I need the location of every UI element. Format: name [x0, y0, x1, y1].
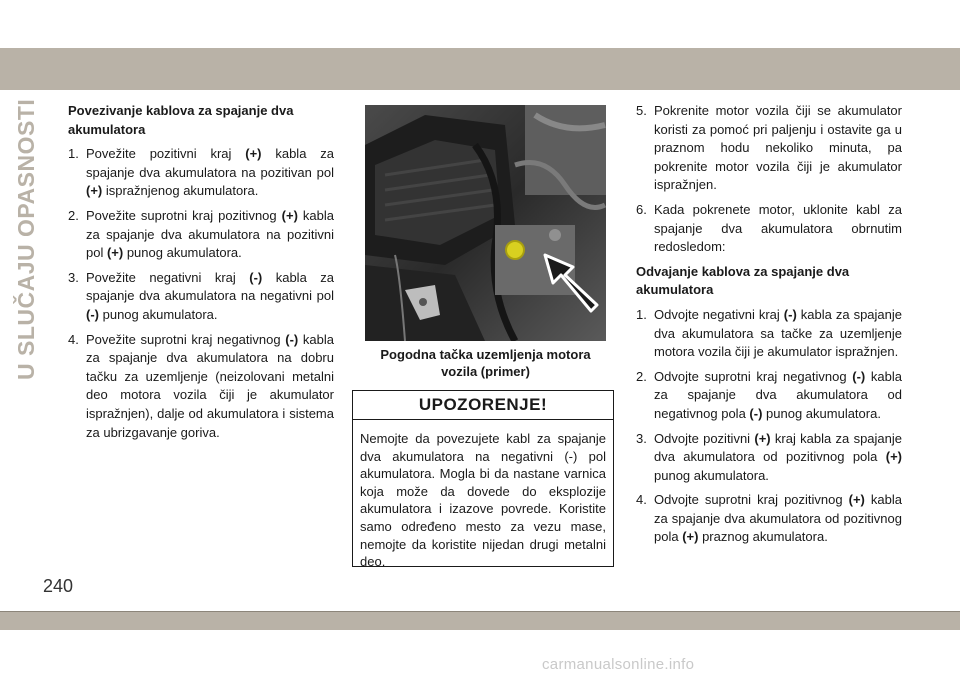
warning-title: UPOZORENJE!	[353, 391, 613, 420]
step-text: Odvojte suprotni kraj negativnog (-) kabla za spajanje dva akumulatora od negativnog pola (-) punog akumulatora.	[654, 368, 902, 421]
step-text: Pokrenite motor vozila čiji se akumulator koristi za pomoć pri paljenju i ostavite ga u praznom hodu nekoliko minuta, pa pokrenite motor vozila čiji je akumulator ispražnjen.	[654, 103, 902, 193]
start-step	[636, 102, 902, 195]
warning-text: Nemojte da povezujete kabl za spajanje dva akumulatora na negativni (-) pol akumulatora. Mogla bi da nastane varnica koja može da dovede do eksplozije akumulatora i izazove povrede. Koristite samo određeno mesto za vezu mase, nemojte da koristite nijedan drugi metalni deo.	[360, 431, 606, 570]
step-number: 3.	[68, 269, 79, 285]
step-text: Kada pokrenete motor, uklonite kabl za spajanje dva akumulatora obrnutim redosledom:	[654, 201, 902, 255]
connect-step	[68, 331, 334, 443]
step-text: Povežite suprotni kraj negativnog (-) kabla za spajanje dva akumulatora na dobru tačku za uzemljenje (neizolovani metalni deo motora vozila čiji je akumulator ispražnjen), dalje od akumulatora i sistema za ubrizgavanje goriva.	[86, 331, 334, 440]
connect-heading: Povezivanje kablova za spajanje dva akumulatora	[68, 103, 294, 137]
right-column	[636, 102, 902, 553]
step-text: Povežite pozitivni kraj (+) kabla za spajanje dva akumulatora na pozitivan pol (+) ispražnjenog akumulatora.	[86, 146, 334, 199]
section-side-title: U SLUČAJU OPASNOSTI	[13, 98, 39, 380]
step-number: 5.	[636, 103, 647, 118]
warning-box	[352, 390, 614, 570]
start-step	[636, 201, 902, 257]
step-text: Povežite suprotni kraj pozitivnog (+) kabla za spajanje dva akumulatora na pozitivni pol (+) punog akumulatora.	[86, 207, 334, 261]
step-number: 6.	[636, 201, 647, 217]
disconnect-step	[636, 368, 902, 424]
watermark: carmanualsonline.info	[542, 656, 695, 673]
step-text: Odvojte negativni kraj (-) kabla za spajanje dva akumulatora sa tačke za uzemljenje motora vozila čiji je akumulator ispražnjen.	[654, 306, 902, 360]
disconnect-step	[636, 306, 902, 362]
figure-caption: Pogodna tačka uzemljenja motora vozila (primer)	[380, 347, 591, 379]
connect-step	[68, 269, 334, 325]
step-number: 4.	[68, 331, 79, 347]
step-text: Odvojte pozitivni (+) kraj kabla za spajanje dva akumulatora od pozitivnog pola (+) punog akumulatora.	[654, 430, 902, 483]
connect-step	[68, 207, 334, 263]
page-number: 240	[43, 576, 74, 596]
footer-band	[0, 612, 960, 630]
header-band	[0, 48, 960, 90]
step-number: 2.	[68, 207, 79, 223]
step-number: 1.	[636, 306, 647, 322]
connect-step	[68, 145, 334, 201]
step-text: Odvojte suprotni kraj pozitivnog (+) kabla za spajanje dva akumulatora od pozitivnog pola (+) praznog akumulatora.	[654, 492, 902, 545]
step-text: Povežite negativni kraj (-) kabla za spajanje dva akumulatora na negativni pol (-) punog akumulatora.	[86, 269, 334, 322]
step-number: 3.	[636, 430, 647, 446]
engine-ground-point-photo	[365, 105, 606, 341]
left-column	[68, 102, 334, 448]
disconnect-heading: Odvajanje kablova za spajanje dva akumulatora	[636, 263, 850, 298]
disconnect-step	[636, 430, 902, 486]
step-number: 2.	[636, 368, 647, 384]
step-number: 1.	[68, 146, 79, 162]
step-number: 4.	[636, 492, 647, 508]
disconnect-step	[636, 491, 902, 547]
